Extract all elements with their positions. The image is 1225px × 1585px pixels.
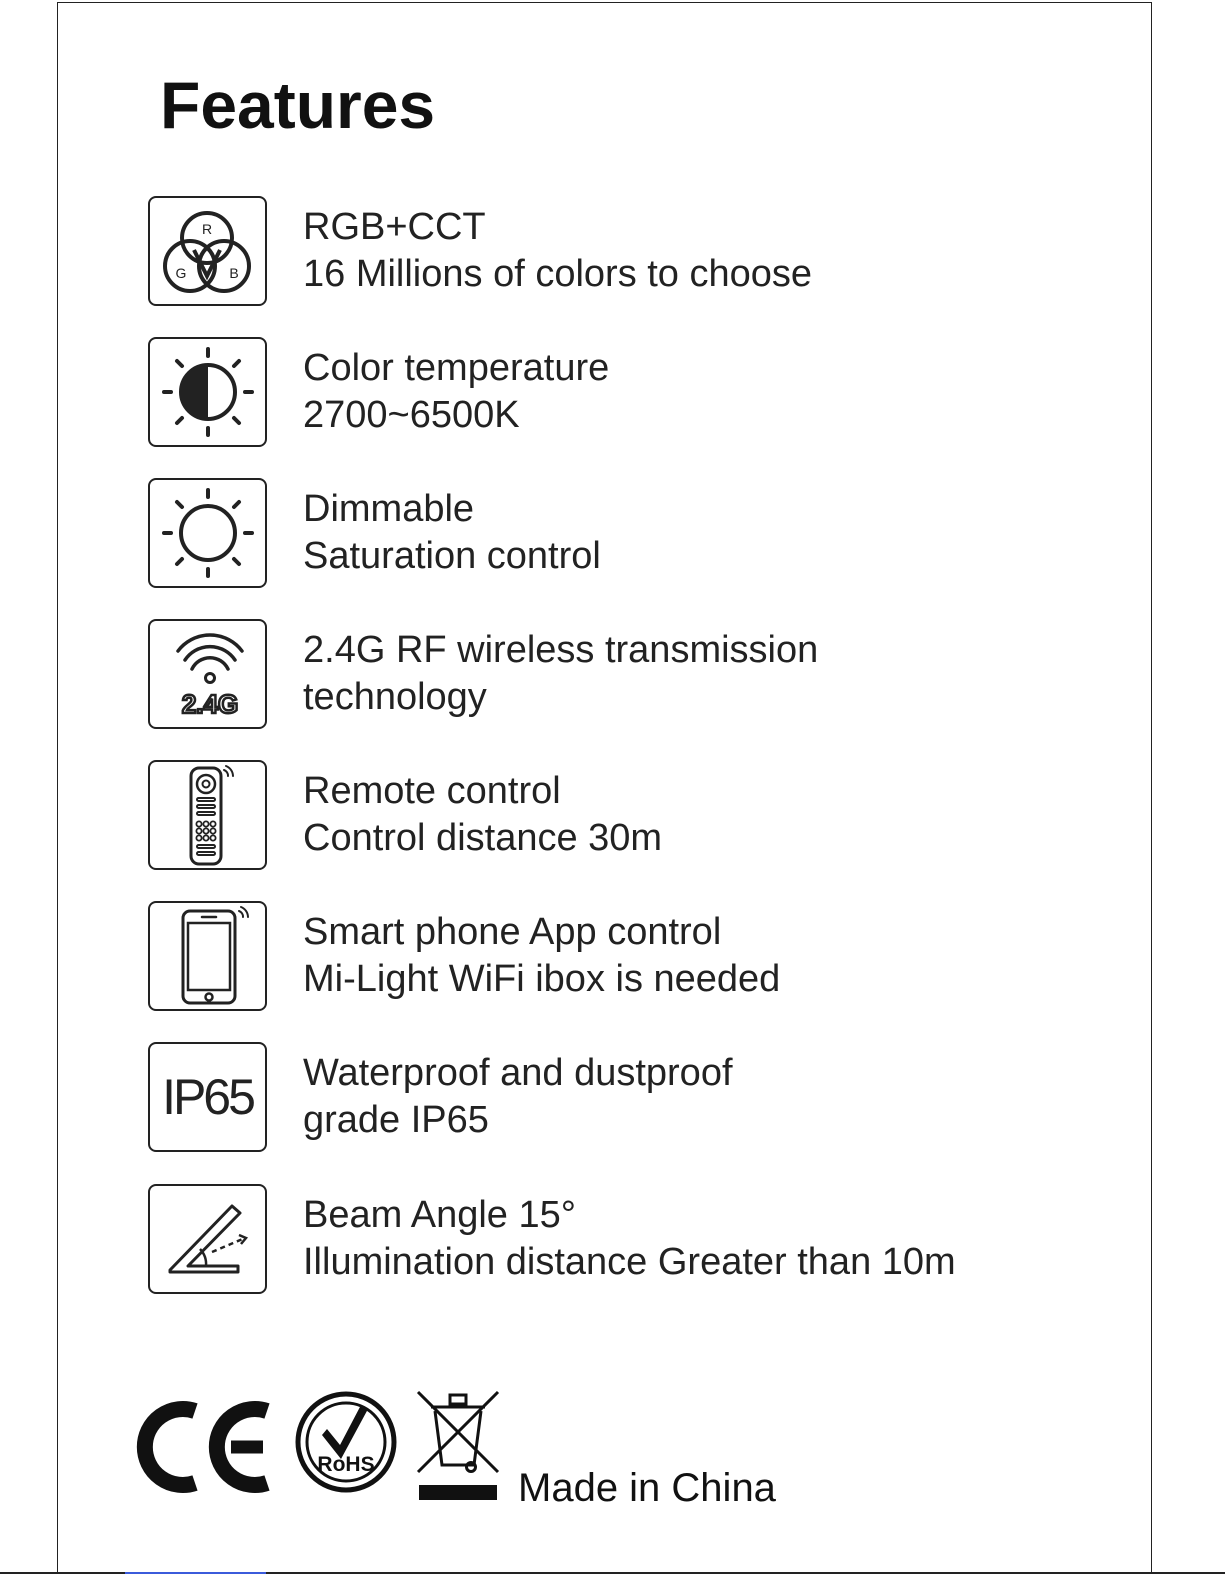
- feature-rgb-cct: [148, 196, 1048, 308]
- feature-title: Color temperature: [303, 347, 610, 389]
- ce-mark-icon: [145, 1409, 267, 1485]
- feature-detail: Illumination distance Greater than 10m: [303, 1241, 956, 1283]
- rohs-icon: [298, 1394, 394, 1490]
- feature-detail: 2700~6500K: [303, 394, 520, 436]
- wireless-2-4g-icon: [148, 619, 267, 729]
- feature-title: Dimmable: [303, 488, 475, 530]
- icon-label-2-4g: 2.4G: [181, 689, 239, 719]
- feature-title: Remote control: [303, 770, 561, 812]
- feature-detail: grade IP65: [303, 1099, 489, 1141]
- rgb-letter-g: G: [175, 265, 187, 281]
- feature-title: 2.4G RF wireless transmission: [303, 629, 819, 671]
- feature-detail: 16 Millions of colors to choose: [303, 253, 813, 295]
- feature-detail: Saturation control: [303, 535, 601, 577]
- brightness-icon: [148, 478, 267, 588]
- icon-label-ip65: IP65: [162, 1069, 253, 1125]
- rgb-letter-b: B: [229, 265, 239, 281]
- feature-title: RGB+CCT: [303, 206, 486, 248]
- feature-waterproof: [148, 1042, 1048, 1154]
- color-temperature-icon: [148, 337, 267, 447]
- remote-control-icon: [148, 760, 267, 870]
- rgb-circles-icon: [148, 196, 267, 306]
- ip65-icon: [148, 1042, 267, 1152]
- feature-detail: Mi-Light WiFi ibox is needed: [303, 958, 781, 1000]
- feature-title: Beam Angle 15°: [303, 1194, 576, 1236]
- feature-dimmable: [148, 478, 1048, 590]
- feature-wireless: [148, 619, 1048, 731]
- feature-color-temperature: [148, 337, 1048, 449]
- bottom-link-underline: [125, 1572, 266, 1574]
- feature-remote-control: [148, 760, 1048, 872]
- feature-detail: technology: [303, 676, 487, 718]
- rohs-label: RoHS: [317, 1453, 375, 1476]
- feature-title: Smart phone App control: [303, 911, 722, 953]
- feature-title: Waterproof and dustproof: [303, 1052, 733, 1094]
- weee-bin-icon: [418, 1392, 498, 1500]
- page-title: Features: [160, 68, 436, 142]
- feature-smartphone-app: [148, 901, 1048, 1013]
- smartphone-icon: [148, 901, 267, 1011]
- feature-detail: Control distance 30m: [303, 817, 663, 859]
- beam-angle-icon: [148, 1184, 267, 1294]
- rgb-letter-r: R: [201, 221, 213, 237]
- made-in-china: Made in China: [518, 1466, 776, 1510]
- feature-beam-angle: [148, 1184, 1048, 1296]
